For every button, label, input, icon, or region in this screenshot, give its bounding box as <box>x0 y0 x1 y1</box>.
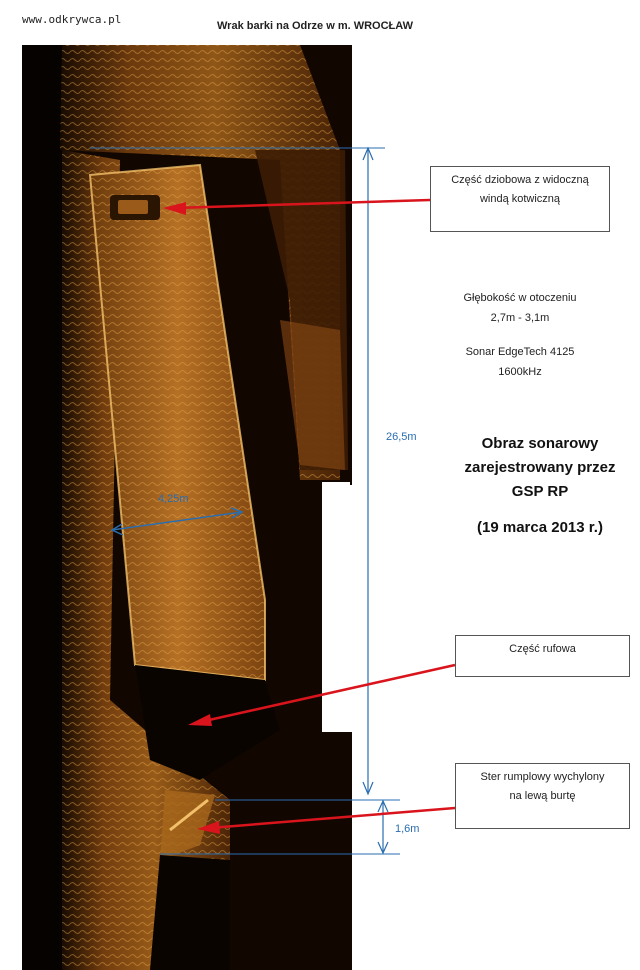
depth-label: Głębokość w otoczeniu <box>463 292 577 304</box>
sonar-model: Sonar EdgeTech 4125 <box>465 346 575 358</box>
stern-callout: Część rufowa <box>455 635 630 677</box>
bow-callout <box>430 166 610 232</box>
rudder-dimension-label: 1,6m <box>395 823 420 835</box>
watermark-text: www.odkrywca.pl <box>22 13 122 26</box>
width-dimension-label: 4,25m <box>158 493 189 505</box>
caption-line3: GSP RP <box>511 483 569 500</box>
rudder-callout-line2: na lewą burtę <box>509 790 576 802</box>
sonar-frequency: 1600kHz <box>498 366 542 378</box>
depth-info <box>440 288 600 328</box>
length-dimension-label: 26,5m <box>386 431 417 443</box>
sonar-caption <box>455 432 625 504</box>
sonar-info <box>440 342 600 382</box>
caption-line1: Obraz sonarowy <box>481 435 599 452</box>
rudder-callout-line1: Ster rumplowy wychylony <box>480 771 605 783</box>
bow-callout-line2: windą kotwiczną <box>479 193 561 205</box>
sonar-strip <box>22 45 352 970</box>
page-title: Wrak barki na Odrze w m. WROCŁAW <box>217 20 413 32</box>
depth-value: 2,7m - 3,1m <box>490 312 550 324</box>
bow-callout-line1: Część dziobowa z widoczną <box>451 174 589 186</box>
rudder-callout <box>455 763 630 829</box>
caption-date: (19 marca 2013 r.) <box>477 519 603 536</box>
caption-line2: zarejestrowany przez <box>464 459 616 476</box>
